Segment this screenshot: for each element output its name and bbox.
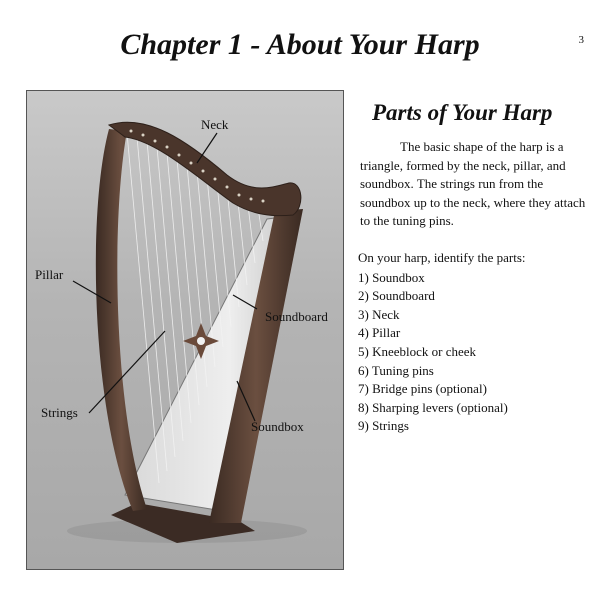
label-soundboard: Soundboard bbox=[265, 309, 328, 324]
harp-photo bbox=[26, 90, 344, 570]
parts-section bbox=[358, 100, 588, 436]
page-number: 3 bbox=[578, 34, 584, 46]
intro-paragraph bbox=[358, 138, 588, 231]
list-item: 6) Tuning pins bbox=[358, 362, 434, 378]
section-title: Parts of Your Harp bbox=[372, 100, 553, 125]
label-pillar: Pillar bbox=[35, 267, 64, 282]
harp-pillar bbox=[96, 129, 147, 511]
list-item: 5) Kneeblock or cheek bbox=[358, 343, 477, 359]
label-neck: Neck bbox=[201, 117, 229, 132]
harp-illustration bbox=[27, 91, 343, 569]
harp-neck bbox=[109, 122, 301, 216]
list-item: 1) Soundbox bbox=[358, 269, 425, 285]
parts-heading: On your harp, identify the parts: bbox=[358, 249, 526, 265]
label-soundbox: Soundbox bbox=[251, 419, 304, 434]
list-item: 4) Pillar bbox=[358, 325, 401, 341]
chapter-title: Chapter 1 - About Your Harp bbox=[120, 28, 480, 61]
list-item: 2) Soundboard bbox=[358, 288, 435, 304]
intro-text: The basic shape of the harp is a triangle, formed by the neck, pillar, and soundbox. The strings run from the soundbox up to the neck, where they attach to the tuning pins. bbox=[360, 139, 586, 229]
label-strings: Strings bbox=[41, 405, 78, 420]
list-item: 8) Sharping levers (optional) bbox=[358, 399, 508, 415]
list-item: 9) Strings bbox=[358, 418, 409, 434]
parts-list bbox=[358, 269, 588, 436]
list-item: 7) Bridge pins (optional) bbox=[358, 381, 487, 397]
list-item: 3) Neck bbox=[358, 306, 400, 322]
